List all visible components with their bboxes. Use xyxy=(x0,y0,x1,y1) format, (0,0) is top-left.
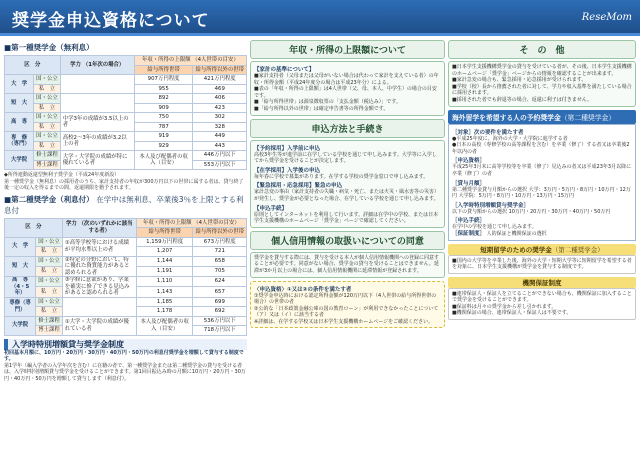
type2-header-other: 給与所得以外の世帯 xyxy=(193,228,247,238)
yoyaku-heading: 【予約採用】入学前に申込 xyxy=(254,145,321,152)
type1-header-salary: 給与所得世帯 xyxy=(134,65,193,75)
kinkyu-body: 家計急変の事由（家計支持者の失職・病気・死亡、または火災・風水害等の災害）が発生し、奨学金が必要となった場合、在学している学校を通じて申し込みます。 xyxy=(254,189,440,202)
school-type-cell: 修士課程 xyxy=(36,316,63,326)
income-heading: 年収・所得の上限額について xyxy=(250,40,445,59)
school-type-cell: 私 立 xyxy=(36,287,63,297)
salary-cell: 1,191 xyxy=(136,266,193,276)
condition-item: ①奨学金申込時における認定所得金額が120万円以下（4人世帯の給与所得世帯の場合）の世帯の者 xyxy=(254,292,437,306)
guarantee-item: ■保証料は月々の奨学金から差し引かれます。 xyxy=(452,303,557,310)
salary-cell: 本人及び配偶者の収入（目安） xyxy=(136,316,193,335)
school-type-cell: 私 立 xyxy=(36,247,63,257)
school-type-cell: 博士課程 xyxy=(34,160,61,170)
other-panel xyxy=(448,61,636,107)
salary-cell: 1,178 xyxy=(136,307,193,317)
school-type-cell: 国・公立 xyxy=(34,113,61,123)
salary-cell: 892 xyxy=(134,94,193,104)
guarantee-item: ■機関保証の場合、連帯保証人・保証人は不要です。 xyxy=(452,310,572,317)
apply-heading: 申込方法と手続き xyxy=(250,119,445,138)
zaigaku-body: 毎年春に学校で募集があります。在学する学校の奨学金窓口で申し込みます。 xyxy=(254,173,429,180)
score-cell xyxy=(60,94,134,113)
abroad-panel xyxy=(448,124,636,241)
table-row xyxy=(5,132,247,142)
school-type-cell: 国・公立 xyxy=(36,237,63,247)
taisho-item: ●日本の高校（専修学校の高等課程を含む）を卒業（修了）する者又は卒業後2年以内の者 xyxy=(452,142,630,155)
category-cell: 短 大 xyxy=(5,256,36,277)
hosho-heading: ［保証制度］ xyxy=(452,230,486,237)
short-panel xyxy=(448,255,636,274)
score-cell: ①大学・大学院の成績が優れている者 xyxy=(62,316,136,335)
condition-heading: 〈申込資格〉①又は②の条件を満たす者 xyxy=(254,286,352,293)
other-item: ■家計急変の場合も、緊急採用・応急採用が受けられます。 xyxy=(452,77,587,84)
salary-cell: 787 xyxy=(134,122,193,132)
type2-heading xyxy=(4,194,247,216)
salary-cell: 919 xyxy=(134,132,193,142)
score-cell: ①高等学校等における成績が平均水準以上の者 xyxy=(62,237,136,256)
loan-heading: 入学時特別増額貸与奨学金制度 xyxy=(4,339,247,350)
school-type-cell: 博士課程 xyxy=(36,326,63,336)
kinkyu-heading: 【緊急採用・応急採用】緊急の申込 xyxy=(254,183,343,190)
middle-column xyxy=(250,40,445,446)
special-heading: ［入学時特別増額貸与奨学金］ xyxy=(452,202,530,209)
score-cell: 高校2～3年の成績が3.2以上の者 xyxy=(60,132,134,151)
condition-item: ②公的な「日本政策金融公庫の国の教育ローン」が利用できなかったことについて（ア）又は（イ）に該当する者 xyxy=(254,305,439,319)
category-cell: 高 専（4・5年） xyxy=(5,277,36,298)
privacy-body: 奨学金を貸与する際には、貸与を受ける本人が個人信用情報機関への登録に同意することが必要です。同意がない場合、奨学金の貸与を受けることはできません。延滞が3か月以上の場合には、個人信用情報機関に延滞情報が登録されます。 xyxy=(254,254,440,274)
school-type-cell: 国・公立 xyxy=(36,277,63,287)
other-income-cell: 302 xyxy=(193,113,247,123)
table-row xyxy=(5,151,247,161)
hosho-line xyxy=(452,231,632,238)
category-cell: 短 大 xyxy=(5,94,34,113)
loan-intro: 初回基本月額に、10万円・20万円・30万円・40万円・50万円の利息付奨学金を増額して貸与する制度です。 xyxy=(4,349,244,363)
salary-cell: 1,143 xyxy=(136,287,193,297)
guarantee-heading: 機関保証制度 xyxy=(448,277,636,288)
salary-cell: 929 xyxy=(134,141,193,151)
salary-cell: 1,185 xyxy=(136,297,193,307)
salary-cell: 750 xyxy=(134,113,193,123)
school-type-cell: 国・公立 xyxy=(36,297,63,307)
short-body: ■国内の大学等を卒業した後、海外の大学・短期大学等に短期留学を希望する者を対象に、日本学生支援機構が奨学金を貸与する制度です。 xyxy=(452,257,632,271)
type2-header-income: 年収・所得の上限額 （4人世帯の目安） xyxy=(136,218,246,228)
short-title: 短期留学のための奨学金 xyxy=(480,245,552,254)
other-income-cell: 553万円以下 xyxy=(193,160,247,170)
category-cell: 専 修（専門） xyxy=(5,132,34,151)
brand-logo: ReseMom xyxy=(581,12,632,23)
score-cell: ②特定の分野において、特に優れた資質能力があると認められる者 xyxy=(62,256,136,277)
category-cell: 高 専 xyxy=(5,113,34,132)
taisho-item: ●平成25年度に、海外の大学・大学院に進学する者 xyxy=(452,135,568,142)
other-item: ■日本学生支援機構奨学金の貸与を受けている者が、その後、日本学生支援機構のホームページ「奨学金」ページからの情報を確認することが出来ます。 xyxy=(452,64,632,77)
type1-header-kubun: 区 分 xyxy=(5,56,61,75)
table-row xyxy=(5,75,247,85)
type1-note-body: 第一種奨学金（無利息）の採用者のうち、家計支持者の年収が300万円以下の世帯に属する者は、貸与終了後一定の収入を得るまでの間、返還期限を猶予されます。 xyxy=(4,178,244,191)
category-cell: 専修（専門） xyxy=(5,297,36,316)
type2-table xyxy=(4,218,247,336)
other-income-cell: 406 xyxy=(193,94,247,104)
salary-cell: 907万円程度 xyxy=(134,75,193,85)
kingaku-body: 第二種奨学金貸与月額からの選択 大学：3万円・5万円・8万円・10万円・12万円 大学院：5万円・8万円・10万円・13万円・15万円 xyxy=(452,186,631,200)
salary-cell: 本人及び配偶者の収入（目安） xyxy=(134,151,193,170)
type2-header-score: 学力 （次のいずれかに該当する者） xyxy=(62,218,136,237)
table-row xyxy=(5,297,247,307)
shinsei-heading: 【申込手続】 xyxy=(254,205,288,212)
school-type-cell: 国・公立 xyxy=(34,94,61,104)
type2-subtitle: 在学中は無利息、卒業後3％を上限とする利息付 xyxy=(4,194,244,215)
table-row xyxy=(5,256,247,266)
hosho-body: 人的保証と機関保証の選択 xyxy=(486,230,547,237)
kakei-item: ■家計支持者（父母または父母がいない場合は代わって家計を支えている者）の年収・所得金額（平成24年度分の場合は平成23年分）による。 xyxy=(254,73,439,86)
kakei-item: ■表の「年収・所得の上限額」は4人世帯（父、母、本人、中学生）の場合の目安です。 xyxy=(254,86,437,99)
moushikomi-body: 平成25年3月末に高等学校等を卒業（修了）見込みの者又は平成23年3月以降に卒業（修了）の者 xyxy=(452,164,632,177)
type1-table xyxy=(4,55,247,170)
shinsei-body: 原則としてインターネットを利用して行います。詳細は在学中の学校、または日本学生支援機構のホームページ「奨学金」ページで確認してください。 xyxy=(254,211,439,225)
other-income-cell: 421万円程度 xyxy=(193,75,247,85)
type1-heading: ■第一種奨学金（無利息） xyxy=(4,43,94,52)
salary-cell: 909 xyxy=(134,103,193,113)
school-type-cell: 修士課程 xyxy=(34,151,61,161)
school-type-cell: 私 立 xyxy=(34,141,61,151)
left-column xyxy=(4,40,247,446)
abroad-subtitle: （第二種奨学金） xyxy=(560,113,616,122)
other-income-cell: 721 xyxy=(193,247,247,257)
other-income-cell: 692 xyxy=(193,307,247,317)
tetsuzuki-body: 在学中の学校を通じて申し込みます。 xyxy=(452,224,537,231)
kakei-panel xyxy=(250,61,445,116)
type1-note-heading: ◆所得連動返還型無利子奨学金（平成24年度新設） xyxy=(4,172,120,178)
condition-panel xyxy=(250,281,445,329)
other-income-cell: 718万円以下 xyxy=(193,326,247,336)
kingaku-heading: ［貸与月額］ xyxy=(452,180,486,187)
zaigaku-heading: 【在学採用】入学後の申込 xyxy=(254,167,321,174)
score-cell: 大学・大学院の成績が特に優れている者 xyxy=(60,151,134,170)
type2-header-salary: 給与所得世帯 xyxy=(136,228,193,238)
other-income-cell: 705 xyxy=(193,266,247,276)
other-item: ■学校（校）長から推薦された者に対して、学力や収入基準を満たしている場合に採用されます。 xyxy=(452,83,632,97)
table-row xyxy=(5,113,247,123)
other-income-cell: 446万円以下 xyxy=(193,151,247,161)
score-cell: 中学3年の成績が3.5以上の者 xyxy=(60,113,134,132)
abroad-title: 海外留学を希望する人の予約奨学金 xyxy=(452,113,561,122)
type1-header-score: 学力 （1年次の場合） xyxy=(60,56,134,75)
school-type-cell: 私 立 xyxy=(34,84,61,94)
other-income-cell: 624 xyxy=(193,277,247,287)
kakei-item: ■「給与所得以外の世帯」は確定申告書等の所得金額です。 xyxy=(254,105,389,112)
school-type-cell: 私 立 xyxy=(36,307,63,317)
short-heading xyxy=(448,244,636,255)
kakei-heading: 【家計の基準について】 xyxy=(254,67,315,73)
other-income-cell: 699 xyxy=(193,297,247,307)
privacy-panel xyxy=(250,252,445,278)
school-type-cell: 国・公立 xyxy=(34,75,61,85)
short-subtitle: （第二種奨学金） xyxy=(551,245,604,254)
type1-header-other: 給与所得以外の世帯 xyxy=(193,65,247,75)
other-item: ■採用された者でも辞退等の場合、返還に利子は付きません。 xyxy=(452,96,593,103)
salary-cell: 1,110 xyxy=(136,277,193,287)
abroad-heading xyxy=(448,110,636,124)
school-type-cell: 私 立 xyxy=(36,266,63,276)
other-income-cell: 443 xyxy=(193,141,247,151)
table-row xyxy=(5,237,247,247)
table-row xyxy=(5,94,247,104)
right-column xyxy=(448,40,636,446)
other-income-cell: 469 xyxy=(193,84,247,94)
page-title: 奨学金申込資格について xyxy=(12,11,210,31)
moushikomi-heading: ［申込資格］ xyxy=(452,158,486,165)
score-cell xyxy=(60,75,134,94)
apply-panel xyxy=(250,140,445,228)
privacy-heading: 個人信用情報の取扱いについての同意 xyxy=(250,231,445,250)
other-income-cell: 328 xyxy=(193,122,247,132)
salary-cell: 955 xyxy=(134,84,193,94)
school-type-cell: 私 立 xyxy=(34,122,61,132)
salary-cell: 1,159万円程度 xyxy=(136,237,193,247)
other-income-cell: 449 xyxy=(193,132,247,142)
school-type-cell: 国・公立 xyxy=(34,132,61,142)
category-cell: 大学院 xyxy=(5,316,36,335)
school-type-cell: 私 立 xyxy=(34,103,61,113)
special-body: 以下の貸与額からの選択 10万円・20万円・30万円・40万円・50万円 xyxy=(452,208,611,215)
score-cell: ③学修に意欲があり、学業を確実に修了できる見込みがあると認められる者 xyxy=(62,277,136,298)
other-heading: そ の 他 xyxy=(448,40,636,59)
table-row xyxy=(5,277,247,287)
school-type-cell: 国・公立 xyxy=(36,256,63,266)
guarantee-panel xyxy=(448,288,636,320)
type1-header-income: 年収・所得の上限額 （4人世帯の目安） xyxy=(134,56,246,66)
title-bar xyxy=(0,0,640,36)
salary-cell: 1,144 xyxy=(136,256,193,266)
other-income-cell: 423 xyxy=(193,103,247,113)
score-cell xyxy=(62,297,136,316)
condition-note: ※詳細は、在学する学校又は日本学生支援機構ホームページをご確認ください。 xyxy=(254,318,434,325)
category-cell: 大学院 xyxy=(5,151,34,170)
tetsuzuki-heading: ［申込手続］ xyxy=(452,218,486,225)
category-cell: 大 学 xyxy=(5,75,34,94)
category-cell: 大 学 xyxy=(5,237,36,256)
table-row xyxy=(5,316,247,326)
yoyaku-body: 高校3年生等が進学前に在学している学校を通じて申し込みます。大学等に入学してから奨学金を受けることが決定します。 xyxy=(254,151,437,165)
taisho-heading: ［対象］次の要件を満たす者 xyxy=(452,129,524,136)
loan-body: 第1学年（編入学者の入学年次を含む）に在籍の者で、第一種奨学金または第二種奨学金の貸与を受ける者は、入学時特別増額貸与奨学金を受けることができます。第1回目振込み時の月額に10万円・20万円・30万円・40万円・50万円を増額して貸与します（利息付）。 xyxy=(4,362,246,382)
salary-cell: 1,207 xyxy=(136,247,193,257)
other-income-cell: 658 xyxy=(193,256,247,266)
other-income-cell: 657 xyxy=(193,287,247,297)
other-income-cell: 536万円以下 xyxy=(193,316,247,326)
type2-title: ■第二種奨学金（利息付） xyxy=(4,194,94,204)
kakei-item: ■「給与所得世帯」は源泉徴収票の「支払金額（税込み）」です。 xyxy=(254,99,401,106)
other-income-cell: 673万円程度 xyxy=(193,237,247,247)
guarantee-item: ■連帯保証人・保証人を立てることができない場合も、機関保証に加入することで奨学金を受けることができます。 xyxy=(452,290,632,304)
type2-header-kubun: 区 分 xyxy=(5,218,63,237)
